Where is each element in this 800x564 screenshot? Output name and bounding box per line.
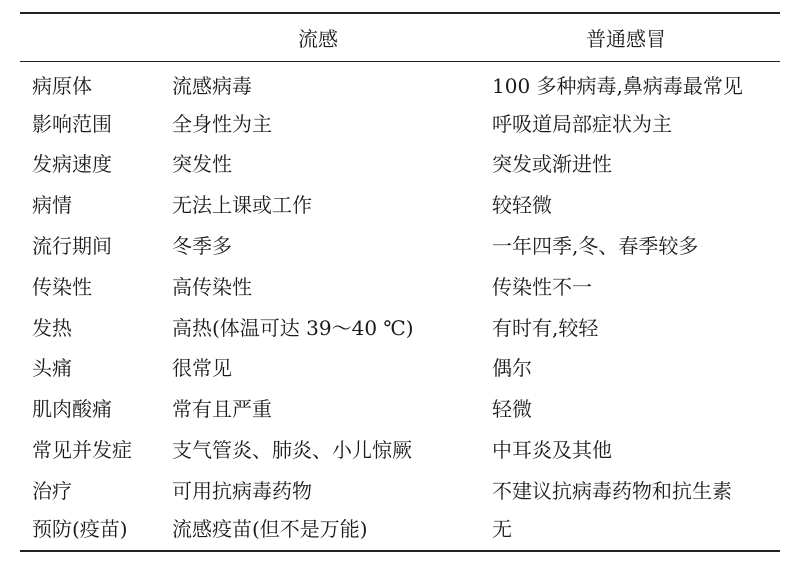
row-label: 头痛: [32, 356, 72, 381]
common-cold-cell: 较轻微: [492, 193, 552, 218]
row-label: 影响范围: [32, 111, 112, 136]
table-row: [20, 428, 780, 469]
table-row: [20, 143, 780, 184]
flu-cell: 流感病毒: [172, 74, 252, 99]
row-label: 病原体: [32, 74, 92, 99]
row-label: 发热: [32, 315, 72, 340]
flu-cell: 高热(体温可达 39～40 ℃): [172, 315, 414, 340]
row-label: 病情: [32, 193, 72, 218]
table-row: [20, 306, 780, 347]
table-row: [20, 347, 780, 388]
table-row: [20, 61, 780, 102]
table-row: [20, 265, 780, 306]
table-body: [20, 61, 780, 551]
table-row: [20, 510, 780, 551]
header-cell-blank: [20, 13, 164, 61]
row-label: 预防(疫苗): [20, 510, 164, 551]
header-row: [20, 13, 780, 61]
header-cell-common-cold: 普通感冒: [472, 13, 780, 61]
flu-cell: 常有且严重: [172, 397, 272, 422]
header-cell-flu: 流感: [164, 13, 472, 61]
row-label: 常见并发症: [32, 438, 132, 463]
table-row: [20, 183, 780, 224]
flu-cell: 全身性为主: [172, 111, 272, 136]
flu-cell: 支气管炎、肺炎、小儿惊厥: [172, 438, 412, 463]
common-cold-cell: 中耳炎及其他: [492, 438, 612, 463]
flu-cell: 流感疫苗(但不是万能): [164, 510, 472, 551]
table-header: [20, 13, 780, 61]
comparison-table: [20, 12, 780, 552]
row-label: 肌肉酸痛: [32, 397, 112, 422]
row-label: 发病速度: [32, 152, 112, 177]
common-cold-cell: 无: [472, 510, 780, 551]
common-cold-cell: 轻微: [492, 397, 532, 422]
common-cold-cell: 突发或渐进性: [492, 152, 612, 177]
row-label: 流行期间: [32, 234, 112, 259]
table-row: [20, 102, 780, 143]
flu-cell: 高传染性: [172, 274, 252, 299]
common-cold-cell: 传染性不一: [492, 274, 592, 299]
row-label: 治疗: [32, 478, 72, 503]
common-cold-cell: 呼吸道局部症状为主: [492, 111, 672, 136]
common-cold-cell: 有时有,较轻: [492, 315, 599, 340]
table-row: [20, 469, 780, 510]
common-cold-cell: 一年四季,冬、春季较多: [492, 234, 699, 259]
flu-cell: 很常见: [172, 356, 232, 381]
table-row: [20, 224, 780, 265]
flu-cell: 可用抗病毒药物: [172, 478, 312, 503]
common-cold-cell: 100 多种病毒,鼻病毒最常见: [492, 74, 743, 99]
flu-cell: 突发性: [172, 152, 232, 177]
row-label: 传染性: [32, 274, 92, 299]
common-cold-cell: 不建议抗病毒药物和抗生素: [492, 478, 732, 503]
flu-cell: 无法上课或工作: [172, 193, 312, 218]
flu-cell: 冬季多: [172, 234, 232, 259]
common-cold-cell: 偶尔: [492, 356, 532, 381]
table-row: [20, 387, 780, 428]
